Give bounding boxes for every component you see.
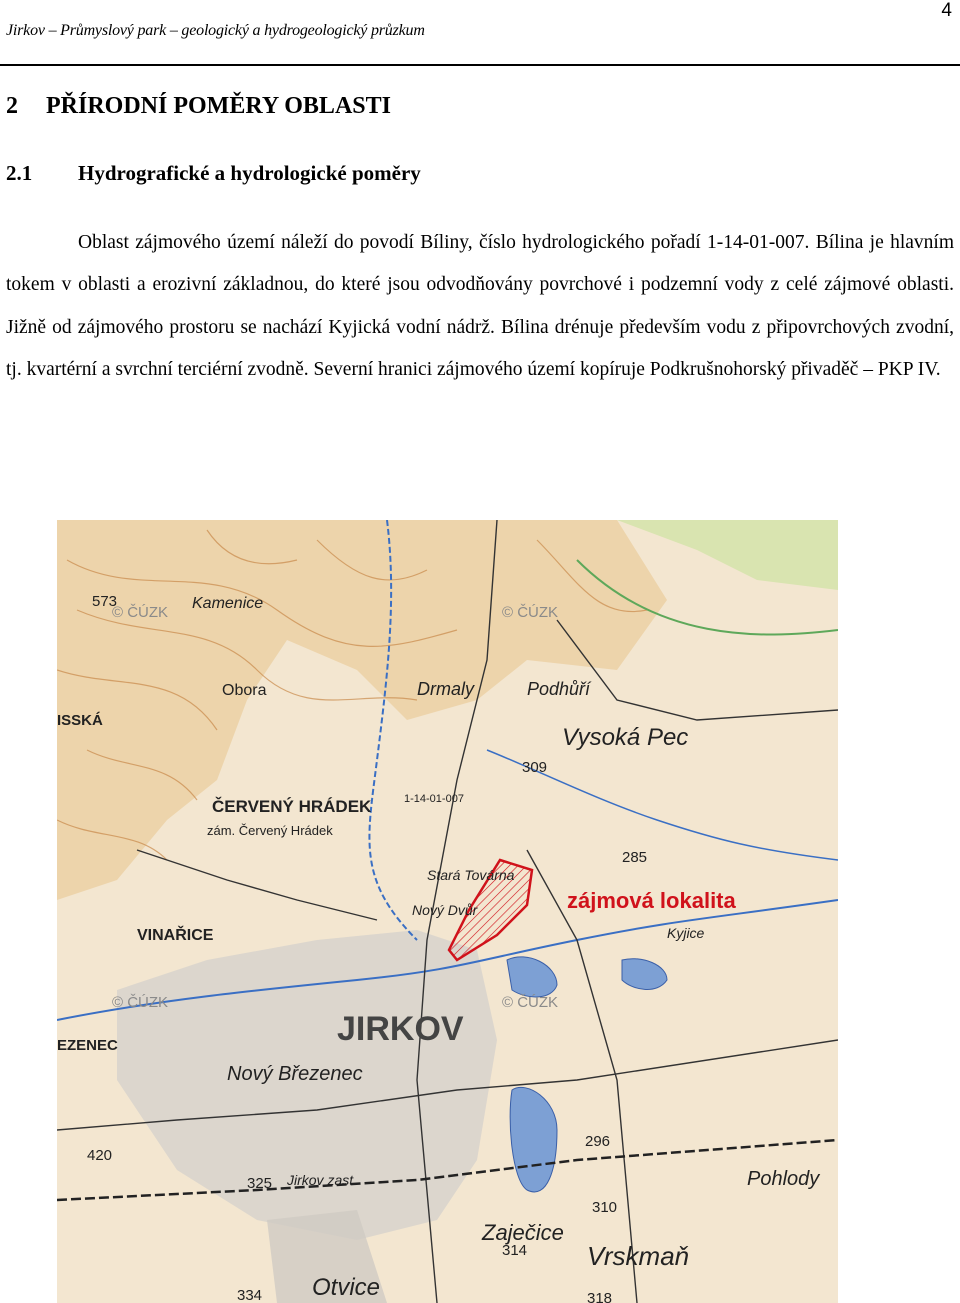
running-header: Jirkov – Průmyslový park – geologický a hydrogeologický průzkum [6, 22, 425, 39]
elev-285: 285 [622, 849, 648, 866]
place-cerveny-hradek: ČERVENÝ HRÁDEK [212, 797, 372, 816]
subsection-title: Hydrografické a hydrologické poměry [78, 161, 421, 185]
place-zamek: zám. Červený Hrádek [207, 823, 333, 838]
subsection-number: 2.1 [6, 161, 33, 185]
place-novy-dvur: Nový Dvůr [412, 902, 478, 918]
subsection-heading [6, 161, 421, 186]
place-obora: Obora [222, 682, 267, 699]
place-vysoka-pec: Vysoká Pec [562, 724, 689, 751]
place-jirkov-zast: Jirkov zast. [287, 1172, 358, 1188]
place-pohlody: Pohlody [747, 1168, 820, 1190]
elev-325: 325 [247, 1175, 273, 1192]
place-zajecice: Zaječice [482, 1220, 564, 1245]
place-podhuri: Podhůří [527, 679, 591, 699]
section-heading [6, 93, 391, 120]
body-paragraph: Oblast zájmového území náleží do povodí Bíliny, číslo hydrologického pořadí 1-14-01-007. Bílina je hlavním tokem v oblasti a erozivní základnou, do které jsou odvodňovány povrchové i podzemní vody z celé zájmové oblasti. Jižně od zájmového prostoru se nachází Kyjická vodní nádrž. Bílina drénuje především vodu z připovrchových zvodní, tj. kvartérní a svrchní terciérní zvodně. Severní hranici zájmového území kopíruje Podkrušnohorský přivaděč – PKP IV. [6, 232, 954, 381]
place-vrskman: Vrskmaň [587, 1241, 690, 1271]
map-label-highlight: zájmová lokalita [567, 888, 736, 913]
hydro-order: 1-14-01-007 [404, 793, 464, 805]
elev-318: 318 [587, 1290, 613, 1303]
map-copyright-3: © ČÚZK [112, 994, 169, 1011]
header-rule [0, 64, 960, 66]
section-title: PŘÍRODNÍ POMĚRY OBLASTI [46, 93, 391, 119]
elev-314: 314 [502, 1242, 528, 1259]
place-vinarice: VINAŘICE [137, 927, 214, 944]
place-kyjice: Kyjice [667, 925, 705, 941]
elev-334: 334 [237, 1287, 263, 1303]
page-number: 4 [941, 0, 952, 21]
place-novy-brezenec: Nový Březenec [227, 1063, 363, 1085]
place-stara-tovarna: Stará Továrna [427, 867, 515, 883]
elev-573: 573 [92, 593, 118, 610]
elev-296: 296 [585, 1133, 611, 1150]
place-drmaly: Drmaly [417, 679, 474, 699]
map-copyright-2: © ČÚZK [502, 604, 559, 621]
place-jirkov: JIRKOV [337, 1010, 464, 1048]
map-copyright-4: © ČÚZK [502, 994, 559, 1011]
elev-420: 420 [87, 1147, 113, 1164]
elev-309: 309 [522, 759, 548, 776]
map-copyright-1: © ČÚZK [112, 604, 169, 621]
place-isska: ISSKÁ [57, 712, 103, 729]
place-otvice: Otvice [312, 1274, 381, 1301]
place-ezenec: EZENEC [57, 1037, 118, 1054]
elev-310: 310 [592, 1199, 618, 1216]
place-kamenice: Kamenice [192, 595, 264, 612]
body-text [6, 222, 954, 392]
topographic-map [57, 520, 838, 1303]
section-number: 2 [6, 93, 18, 119]
